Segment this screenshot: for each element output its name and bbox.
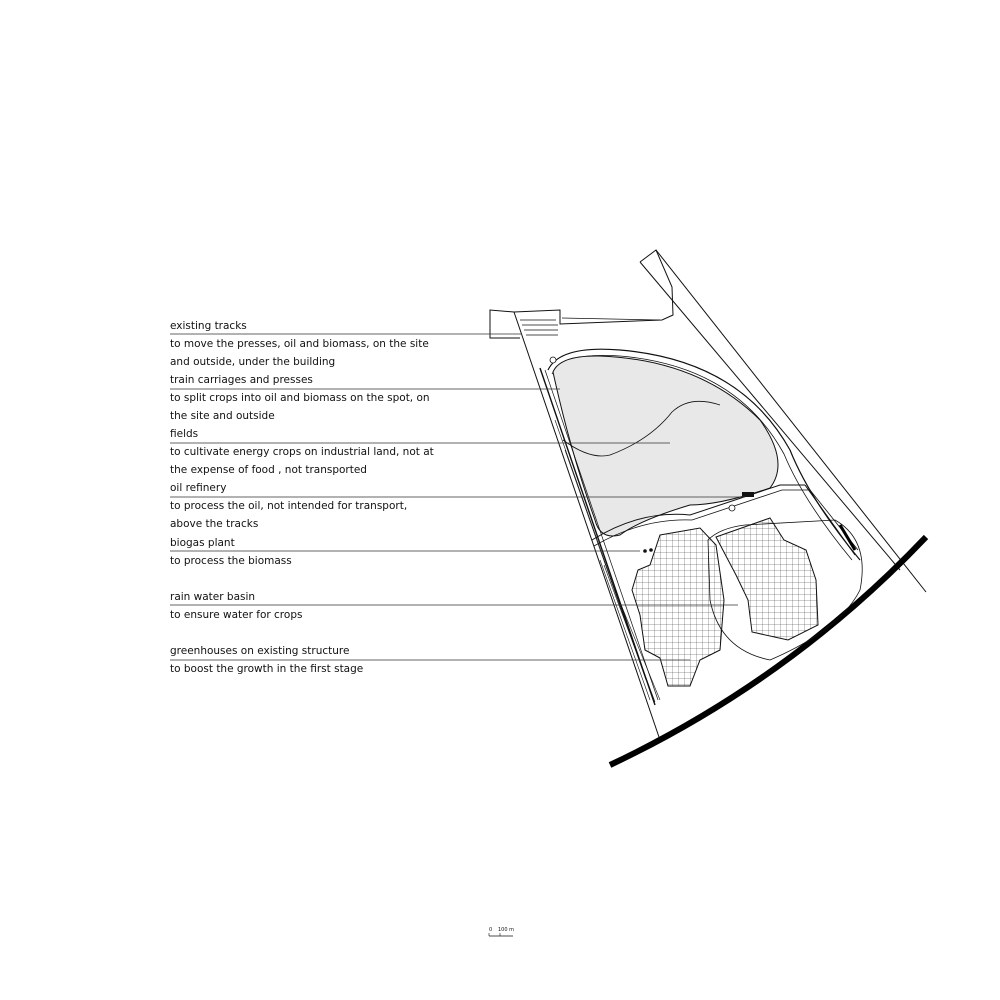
- platform-lines: [520, 320, 558, 335]
- scale-bar: [489, 933, 513, 936]
- legend-title-fields: fields: [170, 428, 199, 440]
- legend-desc-fields-1: to cultivate energy crops on industrial land, not at: [170, 446, 434, 458]
- legend-desc-biogas-plant-1: to process the biomass: [170, 555, 292, 567]
- legend-desc-train-carriages-2: the site and outside: [170, 410, 275, 422]
- legend-desc-train-carriages-1: to split crops into oil and biomass on the spot, on: [170, 392, 430, 404]
- biogas-plant: [643, 548, 653, 553]
- legend-title-rain-water-basin: rain water basin: [170, 591, 256, 603]
- legend-desc-existing-tracks-2: and outside, under the building: [170, 356, 336, 368]
- legend-title-biogas-plant: biogas plant: [170, 537, 235, 549]
- scale-start-label: 0: [489, 927, 493, 933]
- legend-desc-oil-refinery-2: above the tracks: [170, 518, 259, 530]
- field-area: [553, 356, 778, 536]
- legend-title-greenhouses: greenhouses on existing structure: [170, 645, 350, 657]
- legend-desc-fields-2: the expense of food , not transported: [170, 464, 367, 476]
- legend-desc-existing-tracks-1: to move the presses, oil and biomass, on the site: [170, 338, 429, 350]
- legend-title-train-carriages: train carriages and presses: [170, 374, 313, 386]
- legend-title-existing-tracks: existing tracks: [170, 320, 247, 332]
- legend-desc-greenhouses-1: to boost the growth in the first stage: [170, 663, 364, 675]
- legend-title-oil-refinery: oil refinery: [170, 482, 227, 494]
- legend-desc-rain-water-basin-1: to ensure water for crops: [170, 609, 303, 621]
- scale-end-label: 100 m: [498, 927, 515, 933]
- legend-desc-oil-refinery-1: to process the oil, not intended for transport,: [170, 500, 408, 512]
